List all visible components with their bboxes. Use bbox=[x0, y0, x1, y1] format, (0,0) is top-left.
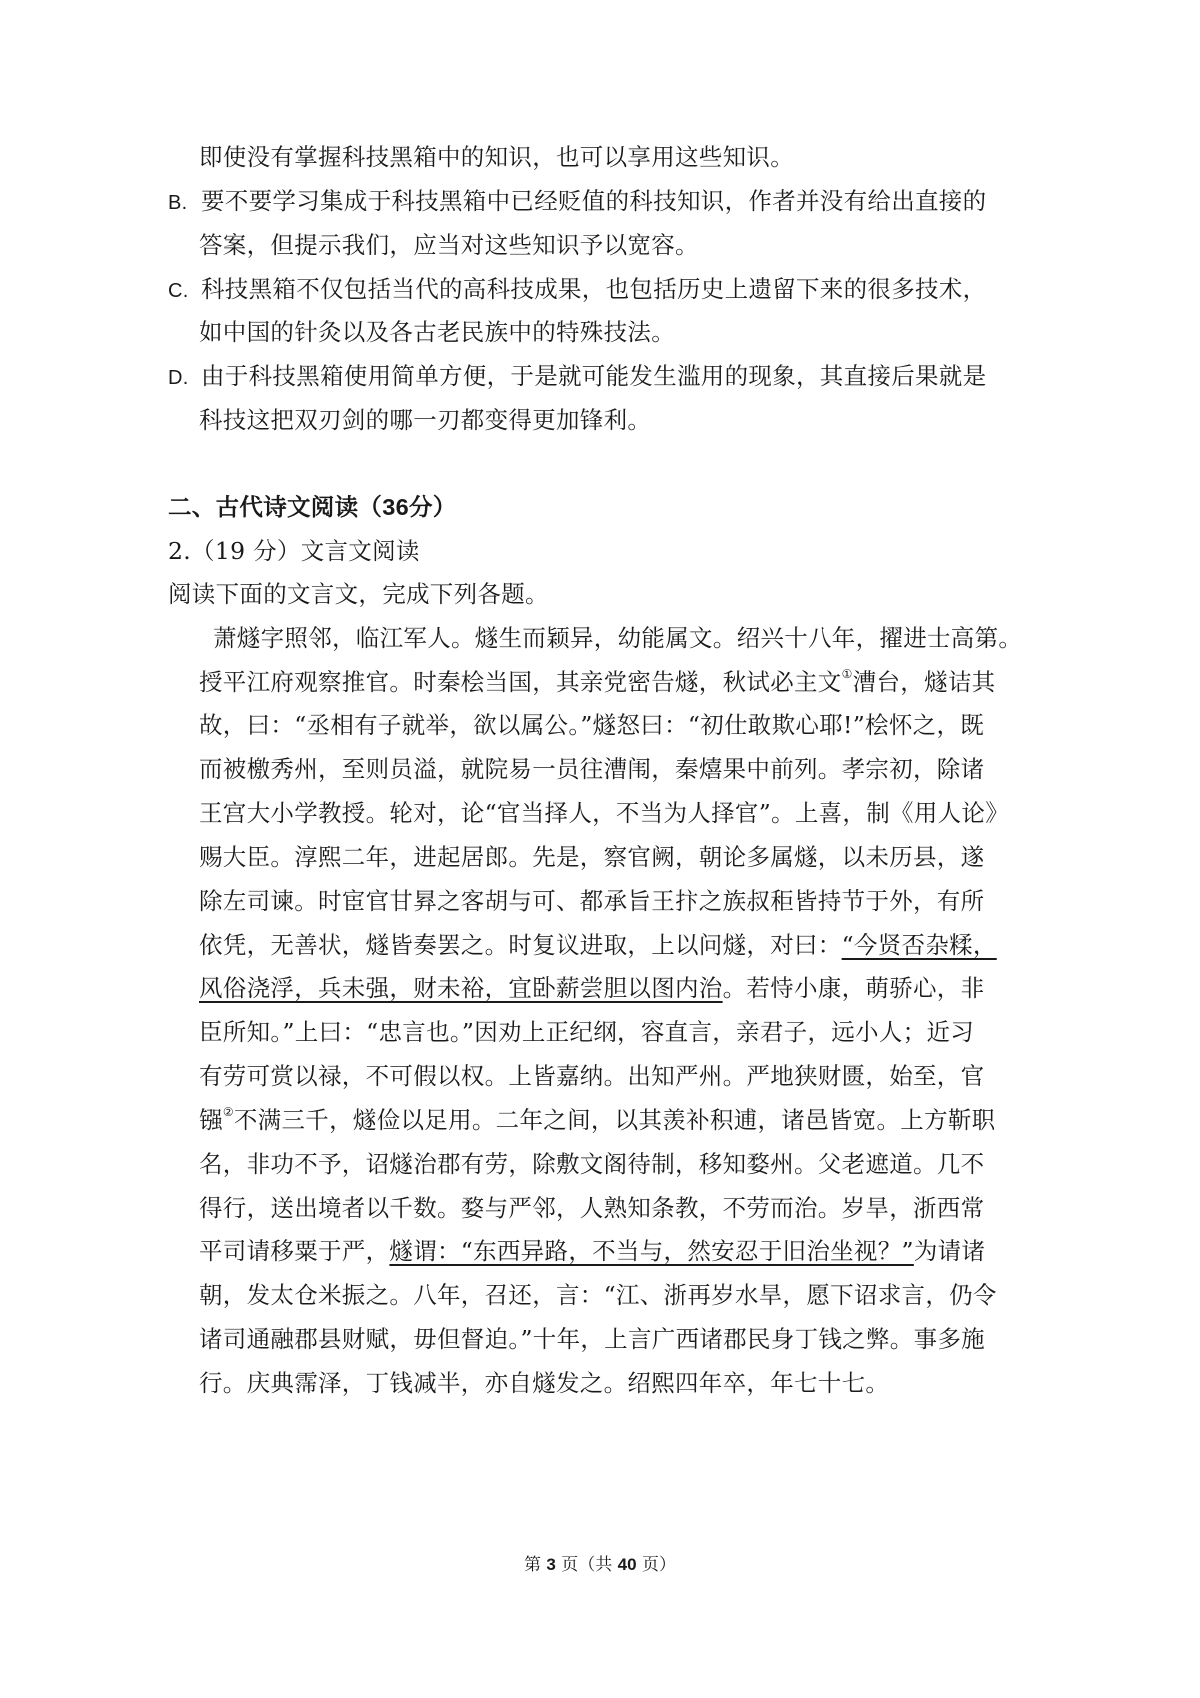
passage-line-11: 有劳可赏以禄，不可假以权。上皆嘉纳。出知严州。严地狭财匮，始至，官 bbox=[199, 1062, 985, 1090]
option-c-line-2: 如中国的针灸以及各古老民族中的特殊技法。 bbox=[199, 318, 675, 346]
passage-line-13: 名，非功不予，诏燧治郡有劳，除敷文阁待制，移知婺州。父老遮道。几不 bbox=[199, 1150, 985, 1178]
passage-line-15-b: 为请诸 bbox=[913, 1237, 986, 1265]
passage-line-15-a: 平司请移粟于严， bbox=[199, 1237, 390, 1265]
option-b-letter: B. bbox=[168, 192, 188, 214]
option-d-text-1: 由于科技黑箱使用简单方便，于是就可能发生滥用的现象，其直接后果就是 bbox=[201, 362, 987, 390]
passage-line-18: 行。庆典霈泽，丁钱减半，亦自燧发之。绍熙四年卒，年七十七。 bbox=[199, 1369, 890, 1397]
option-b-text-1: 要不要学习集成于科技黑箱中已经贬值的科技知识，作者并没有给出直接的 bbox=[201, 187, 987, 215]
passage-line-12-b: 不满三千，燧俭以足用。二年之间，以其羡补积逋，诸邑皆宽。上方靳职 bbox=[233, 1106, 996, 1134]
option-b-line-1 bbox=[168, 185, 987, 219]
passage-line-09 bbox=[199, 972, 984, 1004]
passage-line-15 bbox=[199, 1235, 985, 1267]
passage-line-03: 故，曰：“丞相有子就举，欲以属公。”燧怒曰：“初仕敢欺心耶!”桧怀之，既 bbox=[199, 711, 985, 739]
passage-line-02 bbox=[199, 666, 995, 698]
footnote-mark-2: ② bbox=[222, 1105, 234, 1119]
footer-page-number: 3 bbox=[546, 1555, 556, 1574]
underlined-sentence-2: 燧谓：“东西异路，不当与，然安忍于旧治坐视？” bbox=[389, 1237, 914, 1265]
footer-pre: 第 bbox=[523, 1555, 541, 1575]
passage-line-10: 臣所知。”上曰：“忠言也。”因劝上正纪纲，容直言，亲君子，远小人；近习 bbox=[199, 1018, 975, 1046]
underlined-sentence-1b: 风俗浇浮，兵未强，财未裕，宜卧薪尝胆以图内治 bbox=[199, 974, 723, 1002]
page-footer bbox=[0, 1553, 1200, 1577]
section-heading-score: 36 bbox=[382, 494, 409, 520]
footer-post: 页） bbox=[642, 1555, 676, 1575]
section-heading bbox=[168, 491, 457, 523]
passage-line-01: 萧燧字照邻，临江军人。燧生而颖异，幼能属文。绍兴十八年，擢进士高第。 bbox=[213, 624, 1023, 652]
option-a-continuation: 即使没有掌握科技黑箱中的知识，也可以享用这些知识。 bbox=[199, 143, 794, 171]
passage-line-12 bbox=[199, 1104, 995, 1136]
question-title: 2.（19 分）文言文阅读 bbox=[168, 537, 420, 565]
passage-line-08 bbox=[199, 929, 997, 961]
underlined-sentence-1a: “今贤否杂糅， bbox=[841, 931, 997, 959]
passage-line-12-a: 镪 bbox=[199, 1106, 223, 1134]
section-heading-post: 分） bbox=[408, 493, 457, 521]
option-d-line-1 bbox=[168, 360, 987, 394]
question-instruction: 阅读下面的文言文，完成下列各题。 bbox=[168, 580, 549, 608]
passage-line-14: 得行，送出境者以千数。婺与严邻，人熟知条教，不劳而治。岁旱，浙西常 bbox=[199, 1194, 985, 1222]
passage-line-05: 王宫大小学教授。轮对，论“官当择人，不当为人择官”。上喜，制《用人论》 bbox=[199, 799, 1010, 827]
passage-line-17: 诸司通融郡县财赋，毋但督迫。”十年，上言广西诸郡民身丁钱之弊。事多施 bbox=[199, 1325, 985, 1353]
passage-line-06: 赐大臣。淳熙二年，进起居郎。先是，察官阙，朝论多属燧，以未历县，遂 bbox=[199, 843, 985, 871]
option-d-letter: D. bbox=[168, 367, 189, 389]
footnote-mark-1: ① bbox=[841, 667, 853, 681]
passage-line-07: 除左司谏。时宦官甘昪之客胡与可、都承旨王抃之族叔秬皆持节于外，有所 bbox=[199, 887, 985, 915]
section-heading-pre: 二、古代诗文阅读（ bbox=[168, 493, 383, 521]
passage-line-04: 而被檄秀州，至则员溢，就院易一员往漕闱，秦熺果中前列。孝宗初，除诸 bbox=[199, 755, 985, 783]
option-c-line-1 bbox=[168, 273, 987, 307]
passage-line-09-b: 。若恃小康，萌骄心，非 bbox=[722, 974, 985, 1002]
passage-line-02-b: 漕台，燧诘其 bbox=[852, 668, 996, 696]
option-c-text-1: 科技黑箱不仅包括当代的高科技成果，也包括历史上遗留下来的很多技术， bbox=[201, 275, 987, 303]
option-d-line-2: 科技这把双刃剑的哪一刃都变得更加锋利。 bbox=[199, 406, 652, 434]
passage-line-02-a: 授平江府观察推官。时秦桧当国，其亲党密告燧，秋试必主文 bbox=[199, 668, 842, 696]
footer-mid: 页（共 bbox=[561, 1555, 613, 1575]
option-b-line-2: 答案，但提示我们，应当对这些知识予以宽容。 bbox=[199, 231, 699, 259]
option-c-letter: C. bbox=[168, 280, 189, 302]
footer-total-pages: 40 bbox=[617, 1555, 637, 1574]
passage-line-16: 朝，发太仓米振之。八年，召还，言：“江、浙再岁水旱，愿下诏求言，仍令 bbox=[199, 1281, 997, 1309]
passage-line-08-a: 依凭，无善状，燧皆奏罢之。时复议进取，上以问燧，对曰： bbox=[199, 931, 842, 959]
